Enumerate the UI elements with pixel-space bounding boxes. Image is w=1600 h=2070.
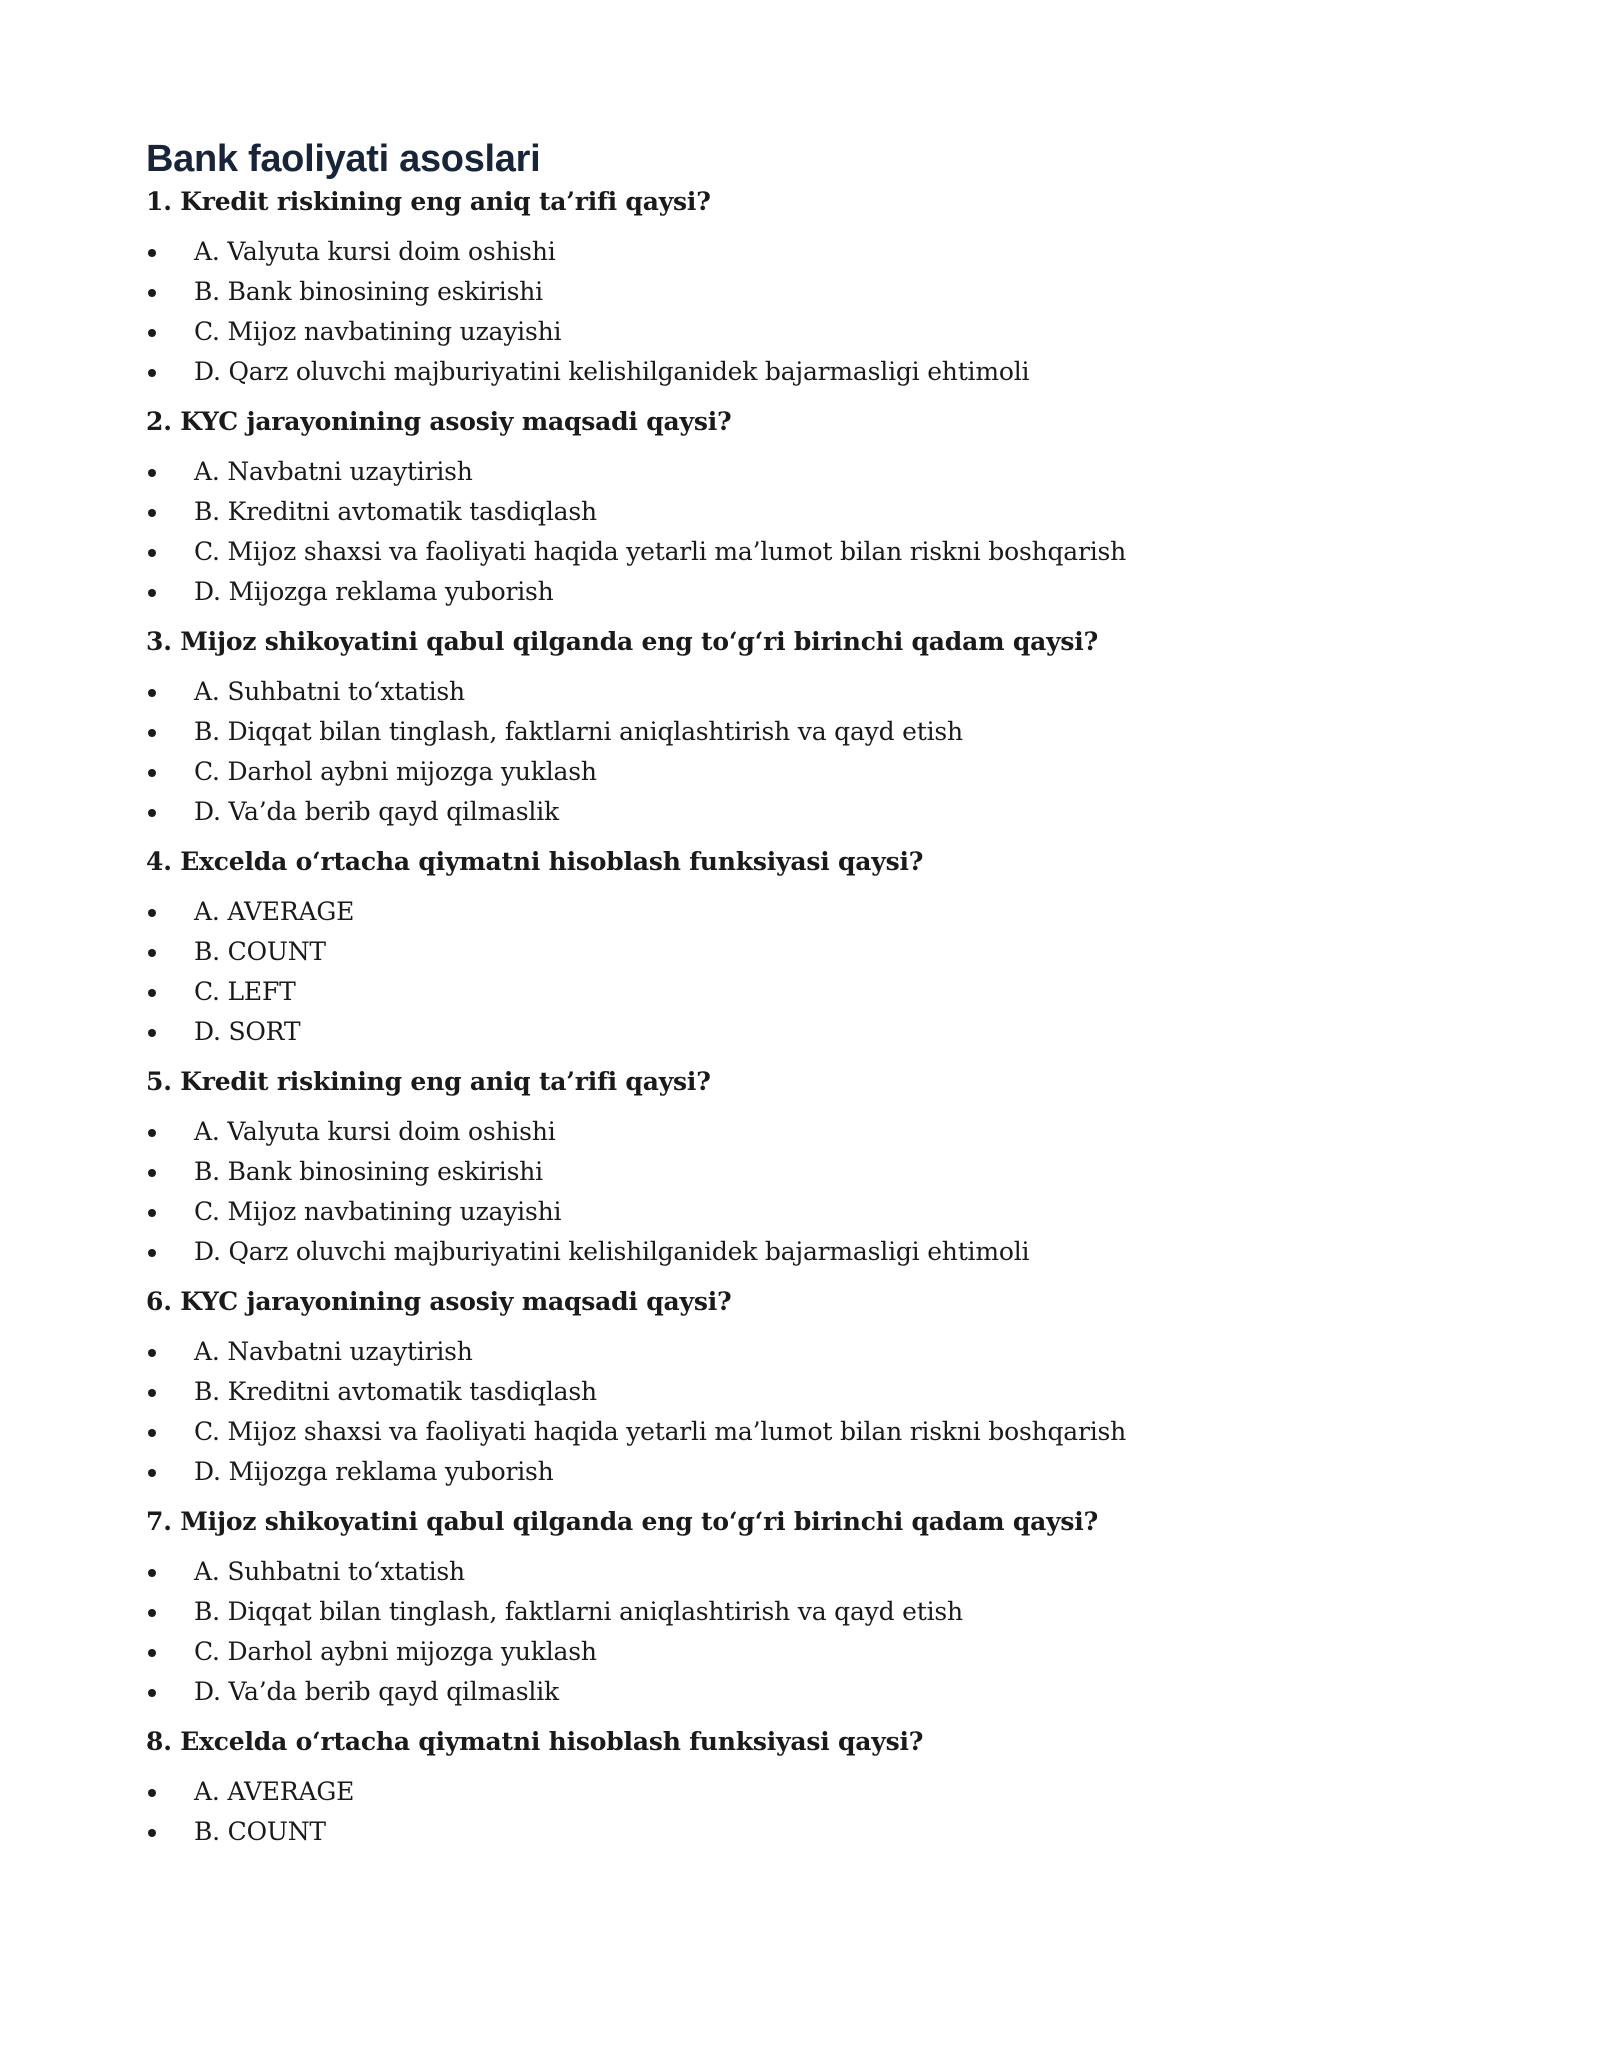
bullet-icon	[148, 949, 156, 957]
answer-options-list	[146, 1332, 1446, 1492]
bullet-icon	[148, 249, 156, 257]
answer-option-text: A. Valyuta kursi doim oshishi	[194, 1117, 556, 1146]
answer-option-text: C. Mijoz navbatining uzayishi	[194, 1197, 562, 1226]
question-list	[146, 182, 1446, 1852]
answer-options-list	[146, 1552, 1446, 1712]
answer-option-text: A. Suhbatni to‘xtatish	[194, 1557, 465, 1586]
question-text: 5. Kredit riskining eng aniq ta’rifi qaysi?	[146, 1067, 711, 1096]
answer-option	[146, 892, 1446, 932]
answer-option-text: C. Mijoz shaxsi va faoliyati haqida yetarli ma’lumot bilan riskni boshqarish	[194, 1417, 1127, 1446]
bullet-icon	[148, 1689, 156, 1697]
bullet-icon	[148, 1649, 156, 1657]
bullet-icon	[148, 1469, 156, 1477]
bullet-icon	[148, 1569, 156, 1577]
answer-option	[146, 1452, 1446, 1492]
question-block	[146, 1722, 1446, 1852]
question-block	[146, 842, 1446, 1052]
answer-option-text: C. LEFT	[194, 977, 296, 1006]
bullet-icon	[148, 1169, 156, 1177]
bullet-icon	[148, 1789, 156, 1797]
answer-option	[146, 312, 1446, 352]
answer-option-text: D. Va’da berib qayd qilmaslik	[194, 797, 559, 826]
answer-option	[146, 452, 1446, 492]
bullet-icon	[148, 1129, 156, 1137]
answer-option	[146, 1332, 1446, 1372]
answer-option-text: B. Diqqat bilan tinglash, faktlarni aniqlashtirish va qayd etish	[194, 1597, 963, 1626]
answer-option-text: D. Mijozga reklama yuborish	[194, 1457, 554, 1486]
answer-option	[146, 1372, 1446, 1412]
answer-option	[146, 1592, 1446, 1632]
answer-option	[146, 492, 1446, 532]
answer-option-text: C. Mijoz navbatining uzayishi	[194, 317, 562, 346]
answer-option-text: A. AVERAGE	[194, 897, 355, 926]
document-title: Bank faoliyati asoslari	[146, 138, 541, 180]
answer-option-text: A. Valyuta kursi doim oshishi	[194, 237, 556, 266]
answer-option-text: D. Qarz oluvchi majburiyatini kelishilganidek bajarmasligi ehtimoli	[194, 1237, 1030, 1266]
answer-option	[146, 972, 1446, 1012]
answer-option-text: B. COUNT	[194, 937, 326, 966]
answer-option-text: B. Kreditni avtomatik tasdiqlash	[194, 497, 597, 526]
answer-options-list	[146, 892, 1446, 1052]
answer-option-text: A. Navbatni uzaytirish	[194, 457, 473, 486]
question-text: 8. Excelda o‘rtacha qiymatni hisoblash funksiyasi qaysi?	[146, 1727, 924, 1756]
answer-option	[146, 1672, 1446, 1712]
bullet-icon	[148, 469, 156, 477]
answer-option	[146, 1012, 1446, 1052]
bullet-icon	[148, 289, 156, 297]
question-block	[146, 1282, 1446, 1492]
answer-option-text: B. Diqqat bilan tinglash, faktlarni aniqlashtirish va qayd etish	[194, 717, 963, 746]
answer-option	[146, 672, 1446, 712]
answer-option	[146, 752, 1446, 792]
answer-option	[146, 572, 1446, 612]
bullet-icon	[148, 509, 156, 517]
answer-option	[146, 232, 1446, 272]
bullet-icon	[148, 729, 156, 737]
answer-option	[146, 1232, 1446, 1272]
answer-options-list	[146, 1772, 1446, 1852]
answer-option	[146, 1632, 1446, 1672]
answer-option	[146, 792, 1446, 832]
answer-option-text: B. COUNT	[194, 1817, 326, 1846]
bullet-icon	[148, 809, 156, 817]
question-block	[146, 402, 1446, 612]
answer-option-text: D. Mijozga reklama yuborish	[194, 577, 554, 606]
bullet-icon	[148, 1429, 156, 1437]
bullet-icon	[148, 1349, 156, 1357]
document-page	[146, 136, 1446, 1862]
question-text: 2. KYC jarayonining asosiy maqsadi qaysi?	[146, 407, 732, 436]
answer-option	[146, 1152, 1446, 1192]
question-block	[146, 622, 1446, 832]
answer-option	[146, 1772, 1446, 1812]
answer-option	[146, 1812, 1446, 1852]
answer-option	[146, 712, 1446, 752]
answer-option-text: C. Mijoz shaxsi va faoliyati haqida yetarli ma’lumot bilan riskni boshqarish	[194, 537, 1127, 566]
answer-options-list	[146, 1112, 1446, 1272]
question-block	[146, 182, 1446, 392]
answer-option	[146, 932, 1446, 972]
answer-option-text: A. AVERAGE	[194, 1777, 355, 1806]
answer-option	[146, 1412, 1446, 1452]
question-block	[146, 1062, 1446, 1272]
bullet-icon	[148, 1829, 156, 1837]
answer-options-list	[146, 452, 1446, 612]
bullet-icon	[148, 549, 156, 557]
bullet-icon	[148, 1209, 156, 1217]
bullet-icon	[148, 1389, 156, 1397]
answer-option	[146, 532, 1446, 572]
answer-option	[146, 1552, 1446, 1592]
bullet-icon	[148, 369, 156, 377]
answer-option-text: D. Qarz oluvchi majburiyatini kelishilganidek bajarmasligi ehtimoli	[194, 357, 1030, 386]
answer-option	[146, 272, 1446, 312]
bullet-icon	[148, 589, 156, 597]
answer-option-text: B. Bank binosining eskirishi	[194, 1157, 543, 1186]
bullet-icon	[148, 689, 156, 697]
bullet-icon	[148, 329, 156, 337]
answer-options-list	[146, 232, 1446, 392]
answer-option-text: D. SORT	[194, 1017, 301, 1046]
answer-option	[146, 1192, 1446, 1232]
answer-options-list	[146, 672, 1446, 832]
answer-option-text: C. Darhol aybni mijozga yuklash	[194, 1637, 597, 1666]
question-text: 3. Mijoz shikoyatini qabul qilganda eng to‘g‘ri birinchi qadam qaysi?	[146, 627, 1099, 656]
question-text: 6. KYC jarayonining asosiy maqsadi qaysi?	[146, 1287, 732, 1316]
answer-option-text: A. Navbatni uzaytirish	[194, 1337, 473, 1366]
question-text: 4. Excelda o‘rtacha qiymatni hisoblash funksiyasi qaysi?	[146, 847, 924, 876]
bullet-icon	[148, 909, 156, 917]
bullet-icon	[148, 1249, 156, 1257]
answer-option-text: B. Kreditni avtomatik tasdiqlash	[194, 1377, 597, 1406]
question-text: 1. Kredit riskining eng aniq ta’rifi qaysi?	[146, 187, 711, 216]
bullet-icon	[148, 1609, 156, 1617]
answer-option-text: A. Suhbatni to‘xtatish	[194, 677, 465, 706]
answer-option	[146, 1112, 1446, 1152]
answer-option	[146, 352, 1446, 392]
question-text: 7. Mijoz shikoyatini qabul qilganda eng to‘g‘ri birinchi qadam qaysi?	[146, 1507, 1099, 1536]
question-block	[146, 1502, 1446, 1712]
answer-option-text: D. Va’da berib qayd qilmaslik	[194, 1677, 559, 1706]
answer-option-text: C. Darhol aybni mijozga yuklash	[194, 757, 597, 786]
bullet-icon	[148, 769, 156, 777]
bullet-icon	[148, 989, 156, 997]
bullet-icon	[148, 1029, 156, 1037]
answer-option-text: B. Bank binosining eskirishi	[194, 277, 543, 306]
